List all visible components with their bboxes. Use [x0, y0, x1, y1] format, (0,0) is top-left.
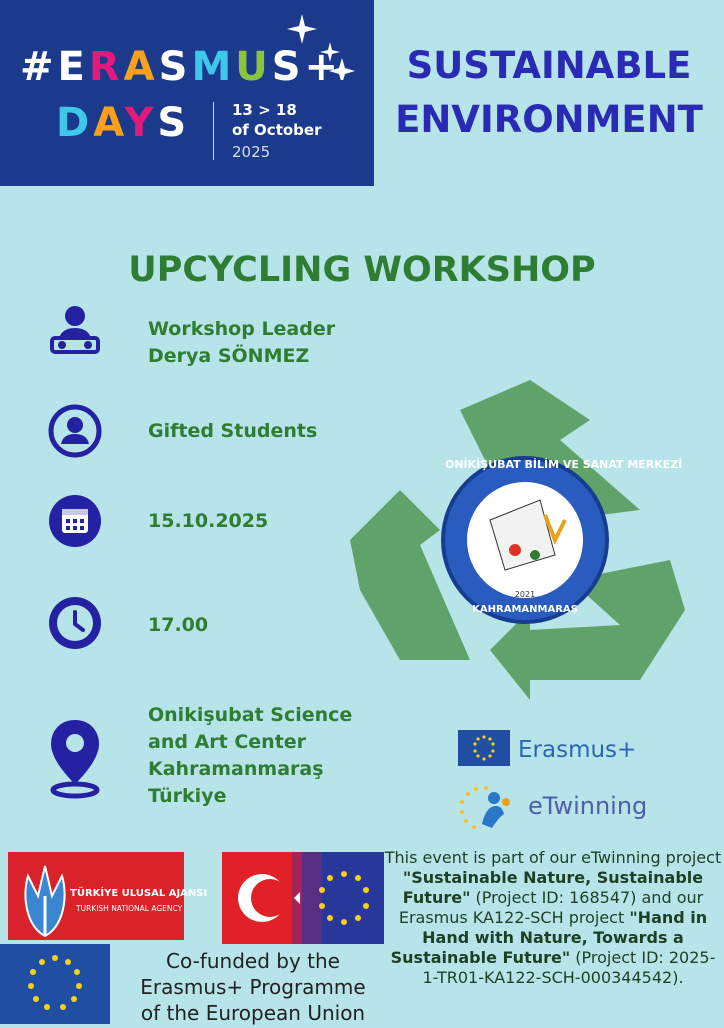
days-word: DAYS: [56, 100, 191, 146]
center-logo-top-text: ONİKİŞUBAT BİLİM VE SANAT MERKEZİ: [445, 458, 683, 471]
cofund-line: Co-funded by the: [166, 949, 340, 973]
location-pin-icon: [48, 718, 102, 800]
tulip-icon: [16, 856, 74, 940]
location-line: Türkiye: [148, 785, 227, 807]
page-title-line1: SUSTAINABLE: [406, 44, 692, 87]
cofunded-text: [128, 948, 378, 1026]
page-title-line2: ENVIRONMENT: [395, 98, 703, 141]
agency-name-english: TURKISH NATIONAL AGENCY: [76, 904, 183, 913]
erasmus-plus-label: Erasmus+: [518, 737, 637, 763]
etwinning-logo-icon: [456, 784, 524, 832]
eu-flag-icon: [458, 730, 510, 766]
location-text: [148, 702, 352, 810]
erasmus-days-banner: [0, 0, 374, 186]
leader-label: Workshop Leader: [148, 318, 336, 340]
erasmus-hashtag: #ERASMUS+: [20, 44, 343, 90]
workshop-title: UPCYCLING WORKSHOP: [128, 250, 596, 290]
banner-year: 2025: [232, 143, 271, 161]
user-circle-icon: [48, 404, 102, 458]
calendar-icon: [48, 494, 102, 548]
eu-stars-icon: [458, 730, 510, 766]
event-date: 15.10.2025: [148, 510, 269, 532]
cofund-line: of the European Union: [140, 1001, 366, 1025]
teacher-icon: [48, 302, 102, 356]
project-text-part: (Project ID: 168547) and our Erasmus KA122-SCH project: [398, 888, 704, 927]
location-line: Kahramanmaraş: [148, 758, 324, 780]
event-time: 17.00: [148, 614, 209, 636]
etwinning-project-name: "Sustainable Nature, Sustainable Future": [402, 868, 704, 907]
project-description: [384, 848, 722, 988]
eu-stars-icon: [0, 944, 110, 1024]
turkey-eu-flags-icon: [222, 852, 384, 944]
recycle-icon: [340, 370, 700, 700]
clock-icon: [48, 596, 102, 650]
audience-text: Gifted Students: [148, 420, 318, 442]
date-month: of October: [232, 121, 322, 139]
center-logo-year: 2021: [514, 590, 536, 599]
banner-divider: [213, 102, 214, 160]
leader-info: [148, 316, 335, 370]
leader-name: Derya SÖNMEZ: [148, 345, 310, 367]
cofund-line: Erasmus+ Programme: [140, 975, 366, 999]
erasmus-project-name: "Hand in Hand with Nature, Towards a Sustainable Future": [390, 908, 708, 967]
location-line: and Art Center: [148, 731, 307, 753]
location-line: Onikişubat Science: [148, 704, 353, 726]
date-range: 13 > 18: [232, 101, 297, 119]
banner-dates: [232, 100, 321, 140]
agency-name: TÜRKİYE ULUSAL AJANSI: [70, 888, 208, 899]
center-logo-bottom-text: KAHRAMANMARAŞ: [472, 604, 578, 615]
project-text-part: This event is part of our eTwinning project: [384, 848, 722, 867]
etwinning-label: eTwinning: [528, 792, 648, 820]
eu-flag-large: [0, 944, 110, 1024]
project-text-part: (Project ID: 2025-1-TR01-KA122-SCH-000344542).: [422, 948, 716, 987]
